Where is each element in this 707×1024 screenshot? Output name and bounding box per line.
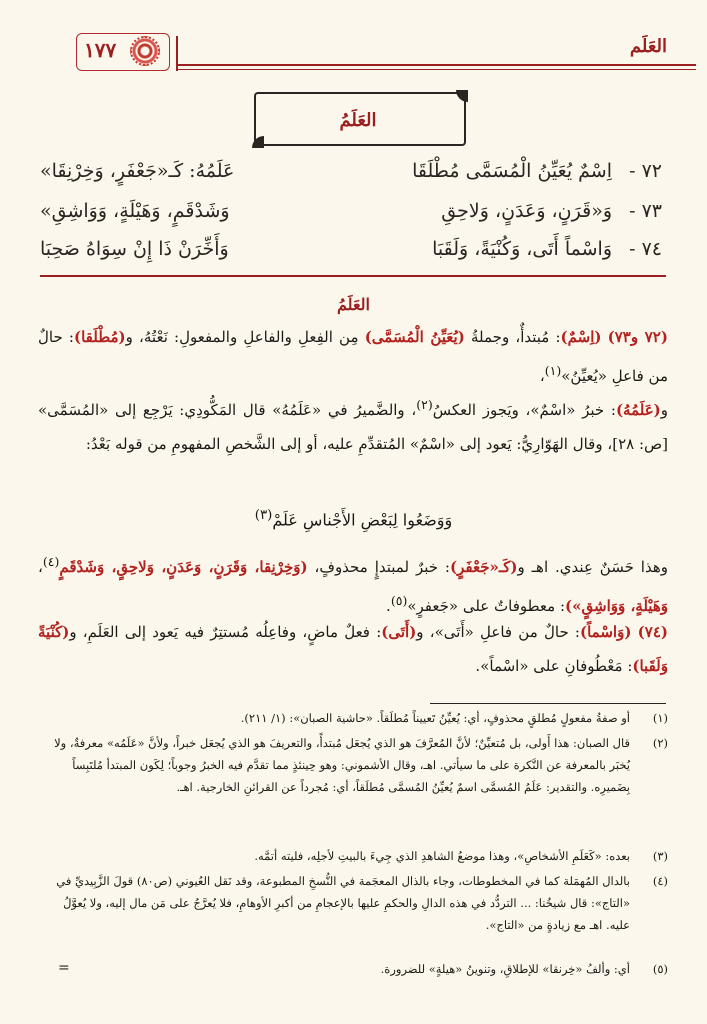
footnote-number: (١)	[652, 711, 668, 725]
verse-number: ٧٤ -	[629, 238, 662, 260]
text: ، والضَّميرُ في «عَلَمُهُ» قال المَكُّودِي: يَرْجِع إلى «المُسَمَّى» [ص: ٢٨]، وقال الهَوّارِيُّ: يَعود إلى «اسْمٌ» المُتقدِّمِ عليه، أو إلى الشَّخصِ المفهومِ من قوله بَعْدُ:	[38, 401, 668, 453]
term: (يُعَيِّنُ الْمُسَمَّى)	[364, 328, 465, 346]
text: ،	[539, 367, 545, 385]
text: : حالٌ من فاعلِ «أَتَى»، و	[416, 623, 580, 641]
footnote-ref[interactable]: (١)	[544, 363, 562, 378]
term: (وَاسْماً)	[580, 623, 632, 641]
term: (مُطْلَقا)	[73, 328, 126, 346]
chapter-title: العَلَمُ	[339, 110, 377, 131]
header-rule	[176, 64, 696, 66]
footnote-number: (٢)	[652, 736, 668, 750]
verse-ref: (٧٢ و٧٣)	[607, 328, 668, 346]
term: (اِسْمٌ)	[560, 328, 602, 346]
term: (كُنْيَةً وَلَقَبا)	[38, 623, 668, 675]
footnote-divider	[430, 703, 666, 704]
verse-first-hemistich: وَاسْماً أَتَى، وَكُنْيَةً، وَلَقَبَا	[432, 238, 612, 260]
verse-number: ٧٣ -	[629, 200, 662, 222]
footnote-3	[42, 845, 668, 867]
term: (عَلَمُهُ)	[615, 401, 661, 419]
footnote-5	[42, 958, 668, 980]
footnote-ref[interactable]: (٢)	[416, 397, 433, 412]
text: وهذا حَسَنٌ عِندي. اهـ و	[517, 558, 668, 576]
footnote-1	[42, 707, 668, 729]
verse-second-hemistich: وَشَدْقَمٍ، وَهَيْلَةٍ، وَوَاشِقِ»	[40, 200, 230, 222]
verse-second-hemistich: وَأَخِّرَنْ ذَا إِنْ سِوَاهُ صَحِبَا	[40, 238, 229, 260]
verse-ref: (٧٤)	[637, 623, 668, 641]
footnote-ref[interactable]: (٣)	[254, 508, 273, 523]
verse-first-hemistich: اِسْمٌ يُعَيِّنُ الْمُسَمَّى مُطْلَقَا	[412, 160, 612, 182]
running-header-title: العَلَم	[629, 36, 667, 57]
footnote-number: (٥)	[652, 962, 668, 976]
footnote-text: أو صفةُ مفعولٍ مُطلقٍ محذوفٍ، أي: يُعيِّنُ تَعييناً مُطلَقاً. «حاشية الصبان»: (١/ ٢١١).	[240, 711, 630, 725]
verse-73	[40, 200, 662, 230]
verse-74	[40, 238, 662, 268]
commentary-paragraph-4	[38, 615, 668, 683]
footnote-text: بعده: «كَعَلَمِ الأشخاصِ»، وهذا موضعُ الشاهدِ الذي جِيءَ بالبيتِ لأجلِه، فليته أتمَّه.	[254, 849, 630, 863]
term: (كَـ«جَعْفَرٍ)	[450, 558, 518, 576]
footnote-4	[42, 870, 668, 936]
footnote-ref[interactable]: (٥)	[390, 593, 408, 608]
footnote-ref[interactable]: (٤)	[42, 554, 60, 569]
footnote-number: (٣)	[652, 849, 668, 863]
commentary-paragraph-1	[38, 320, 668, 393]
header-rule-thin	[176, 69, 696, 70]
text: : خبرٌ لمبتدإٍ محذوفٍ،	[314, 558, 450, 576]
text: مِن الفِعلِ والفاعلِ والمفعولِ: نَعْتُهُ، و	[125, 328, 359, 346]
text: : معطوفاتٌ على «جَعفرٍ»	[407, 597, 566, 615]
footnote-text: أي: وألفُ «خِرنقا» للإطلاقِ، وتنوينُ «هيلةٍ» للضرورة.	[380, 962, 630, 976]
text: : فعلٌ ماضٍ، وفاعِلُه مُستتِرٌ فيه يَعود إلى العَلَمِ، و	[69, 623, 382, 641]
term: (أَتَى)	[381, 623, 417, 641]
verse-second-hemistich: عَلَمُهُ: كَـ«جَعْفَرٍ، وَخِرْنِقَا»	[40, 160, 235, 182]
footnote-text: بالدال المُهمَلة كما في المخطوطات، وجاء بالذال المعجَمة في النُّسخِ المطبوعة، وقد نَقل العُيوني (ص٨٠) قولَ الزَّبِيديِّ في «التاج»: قال شيخُنا: ... التردُّد في هذه الدالِ والحكمِ عليها بالإعجامِ من أكبرِ الأوهامِ، فلا يُعرَّجُ على مَن مال إليه، ولا يُعوَّلُ عليه. اهـ مع زيادةٍ من «التاج».	[56, 874, 630, 932]
commentary-paragraph-3	[38, 545, 668, 623]
term: (وَخِرْنِقا، وَقَرَنٍ، وَعَدَنٍ، وَلاحِقٍ، وَشَدْقَمٍ	[59, 558, 308, 576]
text: ،	[38, 558, 43, 576]
text: : مَعْطُوفانِ على «اسْماً».	[475, 657, 633, 675]
verse-72	[40, 160, 662, 190]
text: : خبرُ «اسْمٌ»، ويَجوز العكسُ	[432, 401, 616, 419]
text: .	[386, 597, 391, 615]
footnote-2	[42, 732, 668, 798]
quote-text: وَوَضَعُوا لِبَعْضِ الأَجْناسِ عَلَمْ	[272, 510, 453, 530]
footnote-number: (٤)	[652, 874, 668, 888]
footnote-text: قال الصبان: هذا أَولى، بل مُتعيِّنٌ؛ لأنَّ المُعرَّفَ هو الذي يُجعَل مُبتدأً، والتعريفَ هو الذي يُجعَل خبراً، ولأنَّ «عَلَمُه» معرفةٌ، ولا يُخبَر بالمعرفة عن النَّكرة على ما سيأتي. اهـ، وقال الأشموني: وهو حِينئذٍ مما تقدَّم فيه الخبرُ وجوباً؛ لِكَون المبتدأ مُلتَبِساً بِضَميرِه. والتقدير: عَلَمُ المُسمَّى اسمٌ يُعيِّنُ المُسمَّى مُطلَقاً، أي: مُجرداً عن القرائنِ الخارجية. اهـ.	[54, 736, 630, 794]
verse-number: ٧٢ -	[629, 160, 662, 182]
page-number: ١٧٧	[84, 38, 117, 62]
term: وَهَيْلَةٍ، وَوَاشِقٍ»)	[565, 597, 668, 615]
text: : مُبتدأٌ، وجملةُ	[471, 328, 561, 346]
commentary-paragraph-2	[38, 388, 668, 461]
text: : حالٌ من فاعلِ «يُعيِّنُ»	[38, 328, 668, 385]
continuation-mark: =	[58, 960, 70, 976]
commentary-title: العَلَمُ	[337, 295, 370, 314]
rosette-ornament-icon	[130, 36, 160, 66]
verse-first-hemistich: وَ«قَرَنٍ، وَعَدَنٍ، وَلاحِقِ	[441, 200, 612, 222]
poem-divider	[40, 275, 666, 277]
quoted-verse	[0, 508, 707, 529]
text: و	[660, 401, 669, 419]
